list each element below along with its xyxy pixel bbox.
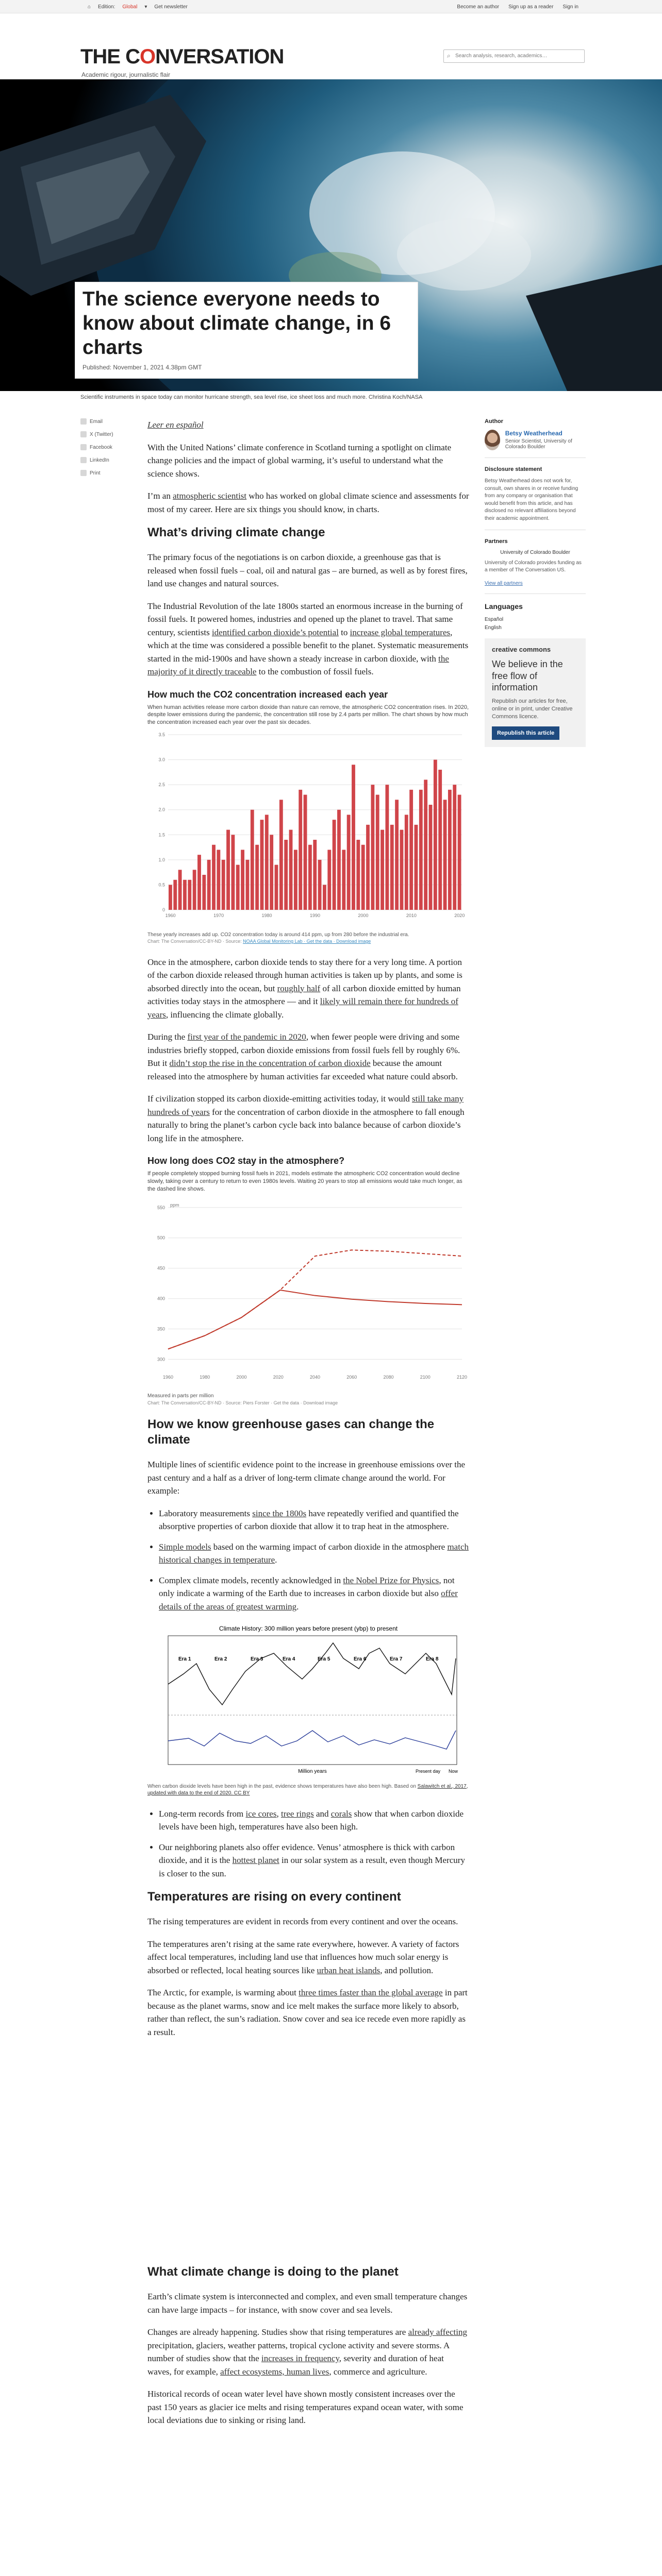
bar — [222, 860, 225, 910]
bar-chart — [147, 730, 469, 925]
top-bar — [0, 0, 662, 13]
spanish-version-link[interactable]: Leer en español — [147, 420, 204, 430]
chart-description: If people completely stopped burning fossil fuels in 2021, models estimate the atmospheric CO2 concentration would decline slowly, taking over a century to return to even 1980s levels. Waiting 20 years to stop all emissions would take much longer, as the dashed line shows. — [147, 1171, 462, 1192]
y-tick-label: 300 — [157, 1356, 165, 1362]
svg-text:Era 1: Era 1 — [178, 1656, 191, 1663]
evidence-list-2 — [147, 1807, 469, 1880]
newsletter-link[interactable]: Get newsletter — [154, 4, 188, 10]
home-icon[interactable]: ⌂ — [88, 4, 91, 10]
bar — [294, 850, 297, 910]
bar — [376, 795, 379, 910]
paragraph: Once in the atmosphere, carbon dioxide tends to stay there for a very long time. A portion of the carbon dioxide released through human activities is taken up by plants, and some is absorbed directly into the ocean, but roughly half of all carbon dioxide emitted by human activities today stays in the atmosphere — and it likely will remain there for hundreds of years, influencing the climate globally. — [147, 957, 462, 1020]
inline-link[interactable]: identified carbon dioxide’s potential — [211, 627, 339, 637]
svg-text:Era 2: Era 2 — [214, 1656, 227, 1663]
embedded-map-placeholder — [147, 2048, 469, 2259]
bar — [284, 840, 288, 910]
chevron-down-icon: ▾ — [144, 4, 147, 10]
bar — [333, 820, 336, 910]
inline-link[interactable]: tree rings — [280, 1808, 314, 1819]
paragraph: I’m an atmospheric scientist who has worked on global climate science and assessments for most of my career. Here are six things you should know, in charts. — [147, 491, 469, 514]
x-tick-label: 2080 — [383, 1374, 394, 1380]
inline-link[interactable]: already affecting — [408, 2327, 467, 2337]
x-tick-label: 2120 — [456, 1374, 468, 1380]
y-tick-label: 3.0 — [158, 757, 165, 762]
x-tick-label: 2010 — [406, 913, 417, 919]
share-bar — [80, 418, 114, 483]
bar — [323, 885, 326, 910]
chart-note: Measured in parts per million — [147, 1393, 214, 1399]
sign-in-link[interactable]: Sign in — [562, 4, 578, 10]
inline-link[interactable]: atmospheric scientist — [173, 491, 247, 501]
bar — [202, 875, 206, 910]
chart-title: How much the CO2 concentration increased each year — [147, 689, 388, 700]
partner-logo[interactable]: University of Colorado Boulder — [500, 550, 570, 555]
image-caption: Scientific instruments in space today can monitor hurricane strength, sea level rise, ice sheet loss and much more. Christina Koch/NASA — [80, 394, 423, 400]
edition-label: Edition: — [98, 4, 115, 10]
paragraph: During the first year of the pandemic in 2020, when fewer people were driving and some industries briefly stopped, carbon dioxide emissions from fossil fuels fell by roughly 6%. But it didn’t stop the rise in the concentration of carbon dioxide because the amount released into the atmosphere by human activities far exceeded what nature could absorb. — [147, 1032, 460, 1081]
svg-text:Era 4: Era 4 — [283, 1656, 295, 1663]
inline-link[interactable]: offer details of the areas of greatest warming — [159, 1588, 458, 1612]
bar — [395, 800, 399, 910]
x-tick-label: 1980 — [200, 1374, 210, 1380]
x-tick-label: 2000 — [358, 913, 369, 919]
section-heading: What’s driving climate change — [147, 526, 325, 539]
inline-link[interactable]: roughly half — [277, 983, 321, 993]
share-twitter[interactable]: X (Twitter) — [80, 431, 114, 437]
now-label: Now — [449, 1769, 458, 1774]
bar — [347, 815, 351, 910]
chart-note: These yearly increases add up. CO2 concentration today is around 414 ppm, up from 280 before the industrial era. — [147, 931, 409, 938]
bar — [178, 870, 182, 910]
bar — [448, 790, 452, 910]
inline-link[interactable]: match historical changes in temperature — [159, 1541, 469, 1565]
site-logo[interactable]: THE CONVERSATION — [80, 45, 284, 68]
x-tick-label: 2020 — [454, 913, 465, 919]
published-date: Published: November 1, 2021 4.38pm GMT — [82, 364, 202, 371]
climate-history-chart — [147, 1622, 469, 1777]
bar — [342, 850, 345, 910]
list-item: • Our neighboring planets also offer evidence. Venus’ atmosphere is thick with carbon dioxide, and it is the hottest planet in our solar system as a result, even though Mercury is closer to the sun. — [159, 1841, 469, 1880]
bar — [438, 770, 442, 910]
bar — [183, 880, 187, 910]
bar — [366, 825, 370, 910]
bar — [270, 835, 273, 910]
paragraph: Historical records of ocean water level have shown mostly consistent increases over the past 150 years as glacier ice melts and rising temperatures expand ocean water, with some local deviations due to sinking or rising land. — [147, 2389, 464, 2426]
bar — [246, 860, 250, 910]
bar — [226, 830, 230, 910]
x-tick-label: 1990 — [309, 913, 321, 919]
y-tick-label: 3.5 — [158, 732, 165, 738]
become-author-link[interactable]: Become an author — [457, 4, 500, 10]
bar — [236, 865, 240, 910]
inline-link[interactable]: urban heat islands — [317, 1965, 380, 1975]
chart-title: How long does CO2 stay in the atmosphere? — [147, 1156, 345, 1166]
bar — [318, 860, 322, 910]
paragraph: The primary focus of the negotiations is on carbon dioxide, a greenhouse gas that is released when fossil fuels – coal, oil and natural gas – are burned, as well as by forest fires, land use changes and natural sources. — [147, 552, 468, 588]
republish-text: Republish our articles for free, online or in print, under Creative Commons licence. — [492, 698, 573, 720]
bar — [327, 850, 331, 910]
bar — [289, 830, 293, 910]
article-body — [147, 418, 469, 2436]
list-item: • Long-term records from ice cores, tree rings and corals show that when carbon dioxide levels have been high, temperatures have also been high. — [159, 1807, 469, 1834]
x-tick-label: 2000 — [236, 1374, 247, 1380]
list-item: • Complex climate models, recently acknowledged in the Nobel Prize for Physics, not only indicate a warming of the Earth due to increases in carbon dioxide but also offer details of the areas of greatest warming. — [159, 1574, 469, 1614]
section-heading: Temperatures are rising on every continent — [147, 1890, 401, 1904]
x-tick-label: 1960 — [165, 913, 176, 919]
y-tick-label: 0 — [162, 907, 165, 913]
bar — [265, 815, 269, 910]
paragraph: Multiple lines of scientific evidence point to the increase in greenhouse emissions over the past century and a half as a driver of long-term climate change around the world. For example: — [147, 1460, 466, 1496]
inline-link[interactable]: ice cores — [245, 1808, 277, 1819]
bar — [304, 795, 307, 910]
bar — [434, 760, 437, 910]
signup-reader-link[interactable]: Sign up as a reader — [508, 4, 554, 10]
bar — [217, 850, 220, 910]
y-tick-label: 350 — [157, 1326, 165, 1332]
bar — [409, 790, 413, 910]
share-linkedin[interactable]: LinkedIn — [80, 457, 114, 463]
bar — [361, 845, 365, 910]
author-role: Senior Scientist, University of Colorado Boulder — [505, 438, 572, 450]
bar — [371, 785, 374, 910]
bar — [255, 845, 259, 910]
sidebar — [485, 418, 586, 747]
paragraph: The Arctic, for example, is warming about three times faster than the global average in part because as the planet warms, snow and ice melt makes the surface more likely to absorb, rather than reflect, the sun’s radiation. Snow cover and sea ice recede even more rapidly as a result. — [147, 1988, 468, 2037]
republish-box — [485, 638, 586, 747]
bar — [352, 765, 355, 910]
svg-text:Era 8: Era 8 — [426, 1656, 439, 1663]
series-line-dashed — [168, 1250, 462, 1349]
share-email[interactable]: Email — [80, 418, 114, 425]
tagline: Academic rigour, journalistic flair — [81, 71, 171, 78]
author-name[interactable]: Betsy Weatherhead — [505, 430, 562, 437]
bar — [424, 779, 427, 910]
languages-heading: Languages — [485, 602, 523, 611]
svg-text:Era 7: Era 7 — [390, 1656, 403, 1663]
line-chart — [147, 1196, 469, 1387]
evidence-list — [147, 1507, 469, 1614]
bar — [169, 885, 172, 910]
twitter-icon — [80, 431, 87, 437]
bar — [241, 850, 244, 910]
bar — [313, 840, 317, 910]
chart-source-link[interactable]: NOAA Global Monitoring Lab · Get the data · Download image — [243, 939, 371, 944]
lang-es[interactable]: Español — [485, 617, 504, 622]
list-item: • Laboratory measurements since the 1800s have repeatedly verified and quantified the absorptive properties of carbon dioxide that allow it to trap heat in the atmosphere. — [159, 1507, 469, 1533]
author-heading: Author — [485, 418, 504, 425]
y-tick-label: 2.0 — [158, 807, 165, 812]
inline-link[interactable]: Simple models — [159, 1541, 211, 1552]
disclosure-text: Betsy Weatherhead does not work for, consult, own shares in or receive funding from any company or organisation that would benefit from this article, and has disclosed no relevant affiliations beyond their academic appointment. — [485, 478, 578, 521]
series-line-solid — [168, 1290, 462, 1349]
inline-link[interactable]: still take many hundreds of years — [147, 1094, 464, 1117]
disclosure-block — [485, 466, 586, 530]
x-tick-label: 2040 — [309, 1374, 321, 1380]
svg-text:Era 6: Era 6 — [354, 1656, 367, 1663]
chart-caption: When carbon dioxide levels have been high in the past, evidence shows temperatures have also been high. Based on Salawitch et al., 2017, updated with data to the end of 2020. CC BY — [147, 1783, 468, 1797]
paragraph: The Industrial Revolution of the late 1800s started an enormous increase in the burning of fossil fuels. It powered homes, industries and opened up the planet to travel. That same century, scientists identified carbon dioxide’s potential to increase global temperatures, which at the time was considered a possible benefit to the planet. Systematic measurements started in the mid-1900s and have shown a steady increase in carbon dioxide, with the majority of it directly traceable to the combustion of fossil fuels. — [147, 601, 469, 676]
bar — [212, 845, 216, 910]
republish-title: We believe in the free flow of information — [492, 659, 563, 692]
bar — [443, 800, 447, 910]
paragraph: The temperatures aren’t rising at the same rate everywhere, however. A variety of factors affect local temperatures, including land use that influences how much solar energy is absorbed or reflected, local heating sources like urban heat islands, and pollution. — [147, 1939, 459, 1975]
x-tick-label: 2060 — [346, 1374, 357, 1380]
bar — [207, 860, 211, 910]
partners-block — [485, 538, 586, 594]
print-icon — [80, 470, 87, 476]
bar — [188, 880, 191, 910]
bar — [299, 790, 302, 910]
y-tick-label: 400 — [157, 1296, 165, 1301]
present-label: Present day — [416, 1769, 441, 1774]
linkedin-icon — [80, 457, 87, 463]
avatar[interactable] — [485, 430, 500, 450]
y-tick-label: 550 — [157, 1205, 165, 1210]
bar — [231, 835, 235, 910]
x-tick-label: 2100 — [420, 1374, 431, 1380]
bar — [405, 815, 408, 910]
chart-title: Climate History: 300 million years before present (ybp) to present — [219, 1625, 398, 1633]
inline-link[interactable]: first year of the pandemic in 2020 — [187, 1032, 306, 1042]
search-input[interactable]: ⌕ Search analysis, research, academics… — [443, 49, 585, 63]
bar — [419, 790, 423, 910]
list-item: • Simple models based on the warming impact of carbon dioxide in the atmosphere match historical changes in temperature. — [159, 1540, 469, 1567]
bar — [275, 865, 278, 910]
share-print[interactable]: Print — [80, 470, 114, 476]
view-partners-link[interactable]: View all partners — [485, 581, 523, 586]
y-tick-label: 2.5 — [158, 782, 165, 788]
bar — [251, 810, 254, 910]
x-tick-label: 2020 — [273, 1374, 284, 1380]
partner-text: University of Colorado provides funding as a member of The Conversation US. — [485, 560, 582, 573]
paragraph: With the United Nations’ climate conference in Scotland turning a spotlight on climate change policies and the impact of global warming, it’s useful to understand what the science shows. — [147, 442, 452, 479]
y-tick-label: 500 — [157, 1235, 165, 1241]
languages-block — [485, 602, 586, 632]
inline-link[interactable]: hottest planet — [232, 1855, 279, 1866]
disclosure-heading: Disclosure statement — [485, 466, 542, 472]
x-tick-label: 1970 — [213, 913, 224, 919]
chart-co2-increase — [147, 688, 469, 945]
svg-text:Era 3: Era 3 — [251, 1656, 263, 1663]
bar — [279, 800, 283, 910]
bar — [173, 880, 177, 910]
inline-link[interactable]: didn’t stop the rise in the concentration of carbon dioxide — [169, 1058, 371, 1069]
y-tick-label: 0.5 — [158, 882, 165, 888]
section-heading: What climate change is doing to the planet — [147, 2265, 399, 2279]
chart-source: Chart: The Conversation/CC-BY-ND · Source: Piers Forster · Get the data · Download image — [147, 1400, 338, 1405]
paragraph: Earth’s climate system is interconnected and complex, and even small temperature changes can have large impacts – for instance, with snow cover and sea levels. — [147, 2292, 468, 2315]
inline-link[interactable]: likely will remain there for hundreds of years — [147, 996, 458, 1020]
bar — [193, 870, 196, 910]
search-icon: ⌕ — [447, 52, 451, 59]
republish-button[interactable]: Republish this article — [492, 726, 559, 740]
article-title: The science everyone needs to know about climate change, in 6 charts — [82, 288, 391, 359]
bar — [429, 805, 433, 910]
bar — [390, 825, 394, 910]
section-heading: How we know greenhouse gases can change the climate — [147, 1417, 435, 1447]
inline-link[interactable]: corals — [330, 1808, 352, 1819]
inline-link[interactable]: three times faster than the global average — [299, 1988, 443, 1998]
bar — [453, 785, 456, 910]
inline-link[interactable]: since the 1800s — [252, 1508, 307, 1518]
bar — [385, 785, 389, 910]
chart-source: Chart: The Conversation/CC-BY-ND · Source: NOAA Global Monitoring Lab · Get the data · Download image — [147, 939, 371, 944]
email-icon — [80, 418, 87, 425]
paragraph: If civilization stopped its carbon dioxide-emitting activities today, it would still take many hundreds of years for the concentration of carbon dioxide in the atmosphere to fall enough naturally to bring the planet’s carbon cycle back into balance because of carbon dioxide’s long life in the atmosphere. — [147, 1094, 465, 1143]
partners-heading: Partners — [485, 538, 508, 545]
x-axis-label: Million years — [298, 1769, 327, 1775]
y-tick-label: 450 — [157, 1265, 165, 1271]
y-tick-label: 1.0 — [158, 857, 165, 862]
bar — [458, 795, 461, 910]
author-block — [485, 418, 586, 458]
bar — [356, 840, 360, 910]
chart-description: When human activities release more carbon dioxide than nature can remove, the atmospheric CO2 concentration rises. In 2020, despite lower emissions during the pandemic, the concentration still rose by 2.4 parts per million. The chart shows by how much the concentration increased each year over the past six decades. — [147, 704, 469, 726]
edition-select[interactable]: Global — [122, 4, 138, 10]
x-tick-label: 1980 — [261, 913, 272, 919]
chart-climate-history — [147, 1622, 469, 1797]
inline-link[interactable]: the majority of it directly traceable — [147, 653, 449, 676]
bar — [380, 830, 384, 910]
inline-link[interactable]: increase global temperatures — [350, 627, 451, 637]
chart-co2-stay — [147, 1154, 469, 1406]
inline-link[interactable]: increases in frequency — [261, 2353, 339, 2364]
inline-link[interactable]: the Nobel Prize for Physics — [343, 1575, 439, 1585]
y-tick-label: 1.5 — [158, 832, 165, 838]
bar — [260, 820, 264, 910]
share-facebook[interactable]: Facebook — [80, 444, 114, 450]
creative-commons-logo: creative commons — [492, 646, 551, 653]
bar — [415, 825, 418, 910]
source-link[interactable]: Salawitch et al., 2017, updated with data to the end of 2020. CC BY — [147, 1783, 468, 1797]
bar — [337, 810, 341, 910]
facebook-icon — [80, 444, 87, 450]
lang-en[interactable]: English — [485, 625, 502, 631]
bar — [400, 830, 404, 910]
svg-text:Era 5: Era 5 — [318, 1656, 330, 1663]
bar — [308, 845, 312, 910]
inline-link[interactable]: affect ecosystems, human lives — [220, 2366, 329, 2377]
paragraph: Changes are already happening. Studies show that rising temperatures are already affecting precipitation, glaciers, weather patterns, tropical cyclone activity and severe storms. A number of studies show that the increases in frequency, severity and duration of heat waves, for example, affect ecosystems, human lives, commerce and agriculture. — [147, 2327, 467, 2377]
bar — [197, 855, 201, 910]
paragraph: The rising temperatures are evident in records from every continent and over the oceans. — [147, 1917, 458, 1927]
article-title-box — [75, 282, 418, 378]
y-axis-label: ppm — [170, 1202, 179, 1208]
x-tick-label: 1960 — [162, 1374, 174, 1380]
